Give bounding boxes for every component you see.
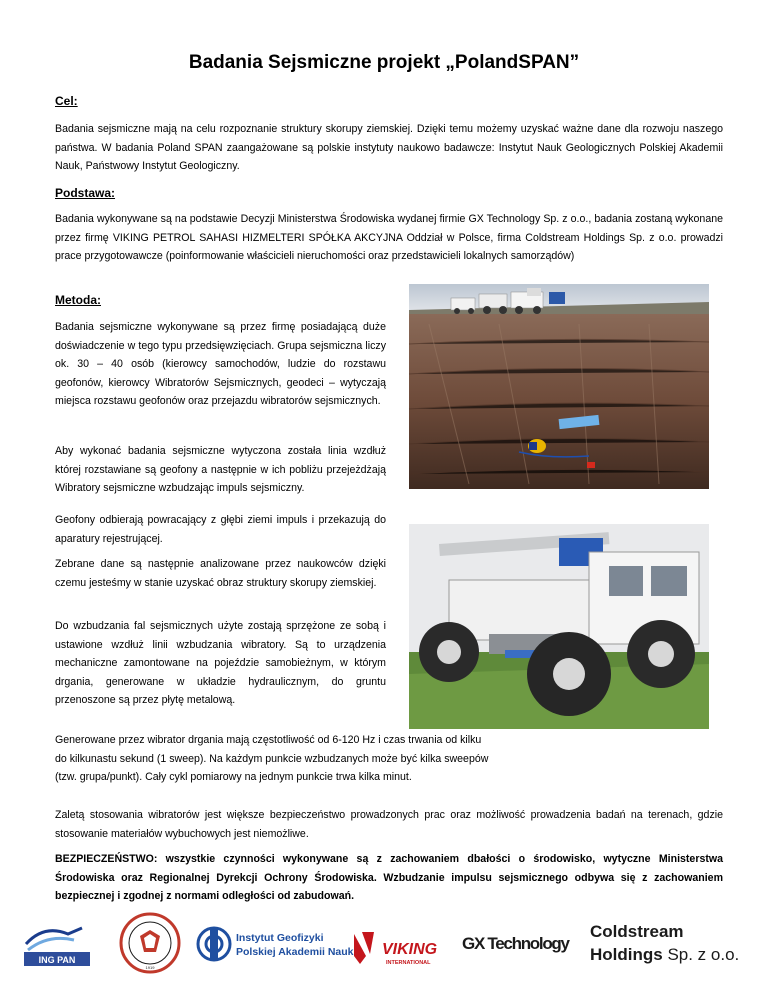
cel-text: Badania sejsmiczne mają na celu rozpoznanie struktury skorupy ziemskiej. Dzięki temu możemy uzyskać ważne dane dla rozwoju naszego państwa. W badania Poland SPAN zaangażowane są polskie instytuty naukowo badawcze: Instytut Nauk Geologicznych Polskiej Akademii Nauk, Państwowy Instytut Geologiczny. [55,123,723,173]
igf-line2: Polskiej Akademii Nauk [236,946,354,958]
igf-line1: Instytut Geofizyki [236,932,324,944]
viking-logo [352,926,448,972]
coldstream-suffix: Sp. z o.o. [662,945,740,964]
field-geophones-photo [409,284,709,489]
vibrator-truck-photo [409,524,709,729]
svg-text:Holdings Sp. z o.o. [590,945,739,964]
metoda-paragraph-2: Aby wykonać badania sejsmiczne wytyczona została linia wzdłuż której rozstawiane są geofony a następnie w ich pobliżu przejeżdżają Wibratory sejsmiczne wzbudzając impuls sejsmiczny. [55,445,386,495]
section-heading-metoda: Metoda: [55,293,101,307]
ing-pan-label: ING PAN [38,955,76,965]
gx-technology-logo [462,930,574,956]
svg-text:1919: 1919 [145,965,155,970]
viking-wordmark: VIKING [382,941,438,958]
page-title: Badania Sejsmiczne projekt „PolandSPAN” [188,52,580,73]
metoda-paragraph-6: Generowane przez wibrator drgania mają częstotliwość od 6-120 Hz i czas trwania od kilku do kilkunastu sekund (1 sweep). Na każdym punkcie wzbudzanych może być kilka sweepów (tzw. grupa/punkt). Cały cykl pomiarowy na jednym punkcie trwa kilka minut. [55,734,489,784]
podstawa-text: Badania wykonywane są na podstawie Decyzji Ministerstwa Środowiska wydanej firmie GX Technology Sp. z o.o., badania zostaną wykonane przez firmę VIKING PETROL SAHASI HIZMELTERI SPÓŁKA AKCYJNA Oddział w Polsce, firma Coldstream Holdings Sp. z o.o. prowadzi prace przygotowawcze (poinformowanie właścicieli nieruchomości oraz przedstawicieli lokalnych samorządów) [55,213,723,263]
coldstream-holdings: Holdings [590,945,663,964]
pig-seal-logo [118,912,182,974]
metoda-paragraph-3: Geofony odbierają powracający z głębi ziemi impuls i przekazują do aparatury rejestrującej. [55,514,386,545]
igf-pan-logo [196,924,354,964]
gx-wordmark: GX Technology [462,934,570,953]
metoda-paragraph-5: Do wzbudzania fal sejsmicznych użyte zostają sprzężone ze sobą i ustawione wzdłuż linii wzbudzania wibratory. Są to urządzenia mechaniczne zamontowane na pojeździe samobieżnym, w którym drgania, generowane w układzie hydraulicznym, do gruntu przenoszone są przez płytę metalową. [55,620,386,707]
ing-pan-logo [24,918,92,968]
section-heading-podstawa: Podstawa: [55,186,116,200]
metoda-paragraph-1: Badania sejsmiczne wykonywane są przez firmę posiadającą duże doświadczenie w tego typu przedsięwzięciach. Grupa sejsmiczna liczy ok. 30 – 40 osób (kierowcy samochodów, ludzie do rozstawu geofonów, kierowcy Wibratorów Sejsmicznych, geodeci – wytyczają miejsca rozstawu geofonów oraz przejazdu wibratorów sejsmicznych. [55,321,386,408]
coldstream-line1: Coldstream [590,922,684,941]
metoda-paragraph-7: Zaletą stosowania wibratorów jest większe bezpieczeństwo prowadzonych prac oraz możliwość prowadzenia badań na terenach, gdzie stosowanie materiałów wybuchowych jest niemożliwe. [55,809,723,840]
section-heading-cel: Cel: [55,94,78,108]
metoda-paragraph-4: Zebrane dane są następnie analizowane przez naukowców dzięki czemu jesteśmy w stanie uzyskać obraz struktury skorupy ziemskiej. [55,558,386,589]
safety-statement: BEZPIECZEŃSTWO: wszystkie czynności wykonywane są z zachowaniem dbałości o środowisko, wytyczne Ministerstwa Środowiska oraz Regionalnej Dyrekcji Ochrony Środowiska. Wzbudzanie impulsu sejsmicznego odbywa się z zachowaniem bezpiecznej i zgodnej z normami odległości od zabudowań. [55,853,723,903]
viking-subtitle: INTERNATIONAL [386,960,431,966]
coldstream-logo [590,918,740,966]
